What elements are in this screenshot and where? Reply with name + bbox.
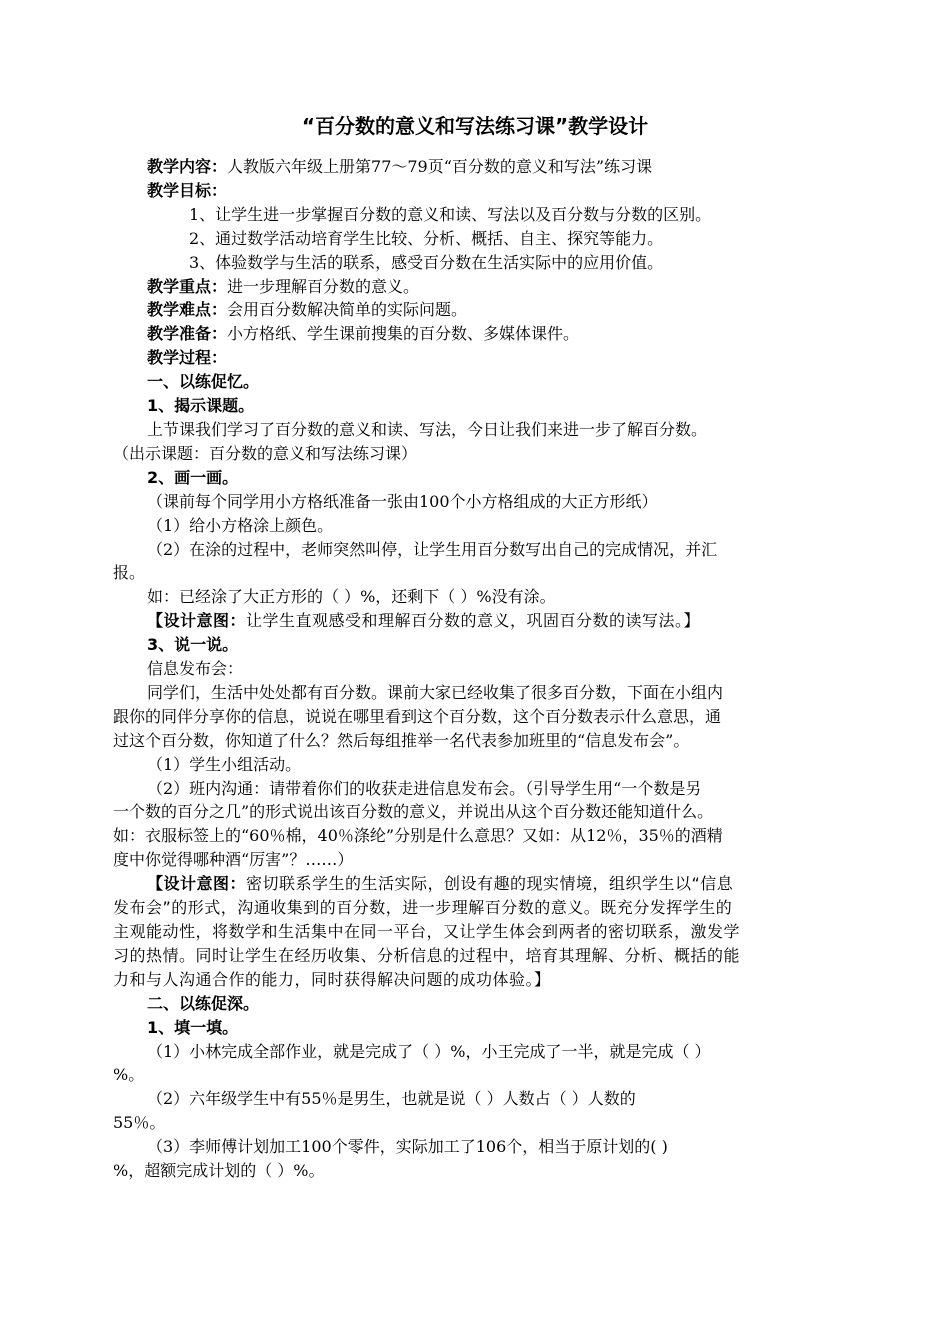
- exercise-line: （1）小林完成全部作业，就是完成了（ ）%，小王完成了一半，就是完成（ ）: [147, 1041, 711, 1061]
- paragraph-line: 如：衣服标签上的“60％棉，40％涤纶”分别是什么意思？又如：从12％，35％的酒精: [113, 826, 723, 846]
- goal-3: 3、体验数学与生活的联系，感受百分数在生活实际中的应用价值。: [189, 252, 664, 272]
- note-line: 主观能动性，将数学和生活集中在同一平台，又让学生体会到两者的密切联系，激发学: [113, 922, 741, 941]
- goal-2: 2、通过数学活动培育学生比较、分析、概括、自主、探究等能力。: [189, 228, 664, 248]
- goals-label: 教学目标：: [147, 180, 228, 200]
- note-label: 【设计意图：: [147, 611, 247, 631]
- design-intent-note: [113, 609, 843, 633]
- goal-1: 1、让学生进一步掌握百分数的意义和读、写法以及百分数与分数的区别。: [189, 204, 712, 224]
- paragraph-line: （2）班内沟通：请带着你们的收获走进信息发布会。（引导学生用“一个数是另: [147, 778, 702, 798]
- paragraph-line: 报。: [113, 563, 146, 583]
- paragraph-line: 信息发布会：: [147, 659, 244, 679]
- paragraph-line: 同学们，生活中处处都有百分数。课前大家已经收集了很多百分数，下面在小组内: [147, 682, 724, 702]
- paragraph-line: （出示课题：百分数的意义和写法练习课）: [113, 443, 418, 463]
- paragraph-line: （1）学生小组活动。: [147, 754, 302, 774]
- exercise-line: （2）六年级学生中有55％是男生，也就是说（ ）人数占（ ）人数的: [147, 1089, 636, 1109]
- exercise-line: 55％。: [113, 1113, 166, 1133]
- note-line: 发布会”的形式，沟通收集到的百分数，进一步理解百分数的意义。既充分发挥学生的: [113, 898, 733, 918]
- section-heading: 二、以练促深。: [147, 993, 260, 1013]
- subsection-heading: 1、揭示课题。: [147, 396, 255, 416]
- preparation: [113, 322, 843, 346]
- paragraph-line: （课前每个同学用小方格纸准备一张由100个小方格组成的大正方形纸）: [147, 491, 658, 511]
- content-label: 教学内容：: [147, 157, 228, 176]
- design-intent-note: [113, 872, 843, 896]
- paragraph-line: 如：已经涂了大正方形的（ ）%，还剩下（ ）%没有涂。: [147, 587, 556, 607]
- process-label: 教学过程：: [147, 348, 228, 368]
- subsection-heading: 1、填一填。: [147, 1017, 239, 1037]
- document-title: “百分数的意义和写法练习课”教学设计: [301, 114, 649, 138]
- document-body: [113, 155, 843, 1183]
- paragraph-line: 上节课我们学习了百分数的意义和读、写法，今日让我们来进一步了解百分数。: [147, 419, 708, 439]
- note-label: 【设计意图：: [147, 874, 247, 894]
- key-label: 教学重点：: [147, 276, 228, 296]
- paragraph-line: 过这个百分数，你知道了什么？然后每组推举一名代表参加班里的“信息发布会”。: [113, 730, 690, 750]
- paragraph-line: 度中你觉得哪种酒“厉害”？……）: [113, 850, 354, 870]
- prep-text: 小方格纸、学生课前搜集的百分数、多媒体课件。: [227, 324, 580, 344]
- subsection-heading: 3、说一说。: [147, 635, 239, 655]
- prep-label: 教学准备：: [147, 324, 228, 344]
- paragraph-line: （1）给小方格涂上颜色。: [147, 515, 334, 535]
- paragraph-line: （2）在涂的过程中，老师突然叫停，让学生用百分数写出自己的完成情况，并汇: [147, 539, 718, 559]
- note-text: 密切联系学生的生活实际，创设有趣的现实情境，组织学生以“信息: [246, 874, 734, 894]
- diff-text: 会用百分数解决简单的实际问题。: [227, 300, 468, 320]
- note-line: 力和与人沟通合作的能力，同时获得解决问题的成功体验。】: [113, 969, 551, 989]
- key-text: 进一步理解百分数的意义。: [227, 276, 420, 296]
- exercise-line: %，超额完成计划的（ ）%。: [113, 1161, 325, 1181]
- note-line: 习的热情。同时让学生在经历收集、分析信息的过程中，培育其理解、分析、概括的能: [113, 945, 741, 965]
- section-heading: 一、以练促忆。: [147, 372, 260, 392]
- paragraph-line: 跟你的同伴分享你的信息，说说在哪里看到这个百分数，这个百分数表示什么意思，通: [113, 706, 722, 726]
- key-point: [113, 275, 843, 299]
- exercise-line: %。: [113, 1065, 145, 1085]
- paragraph-line: 一个数的百分之几”的形式说出该百分数的意义，并说出从这个百分数还能知道什么。: [113, 802, 714, 822]
- diff-label: 教学难点：: [147, 300, 228, 320]
- teaching-content: [113, 155, 843, 179]
- difficult-point: [113, 298, 843, 322]
- note-text: 让学生直观感受和理解百分数的意义，巩固百分数的读写法。】: [246, 611, 701, 631]
- content-text: 人教版六年级上册第77～79页“百分数的意义和写法”练习课: [227, 157, 653, 176]
- subsection-heading: 2、画一画。: [147, 467, 239, 487]
- exercise-line: （3）李师傅计划加工100个零件，实际加工了106个，相当于原计划的( ): [147, 1137, 668, 1157]
